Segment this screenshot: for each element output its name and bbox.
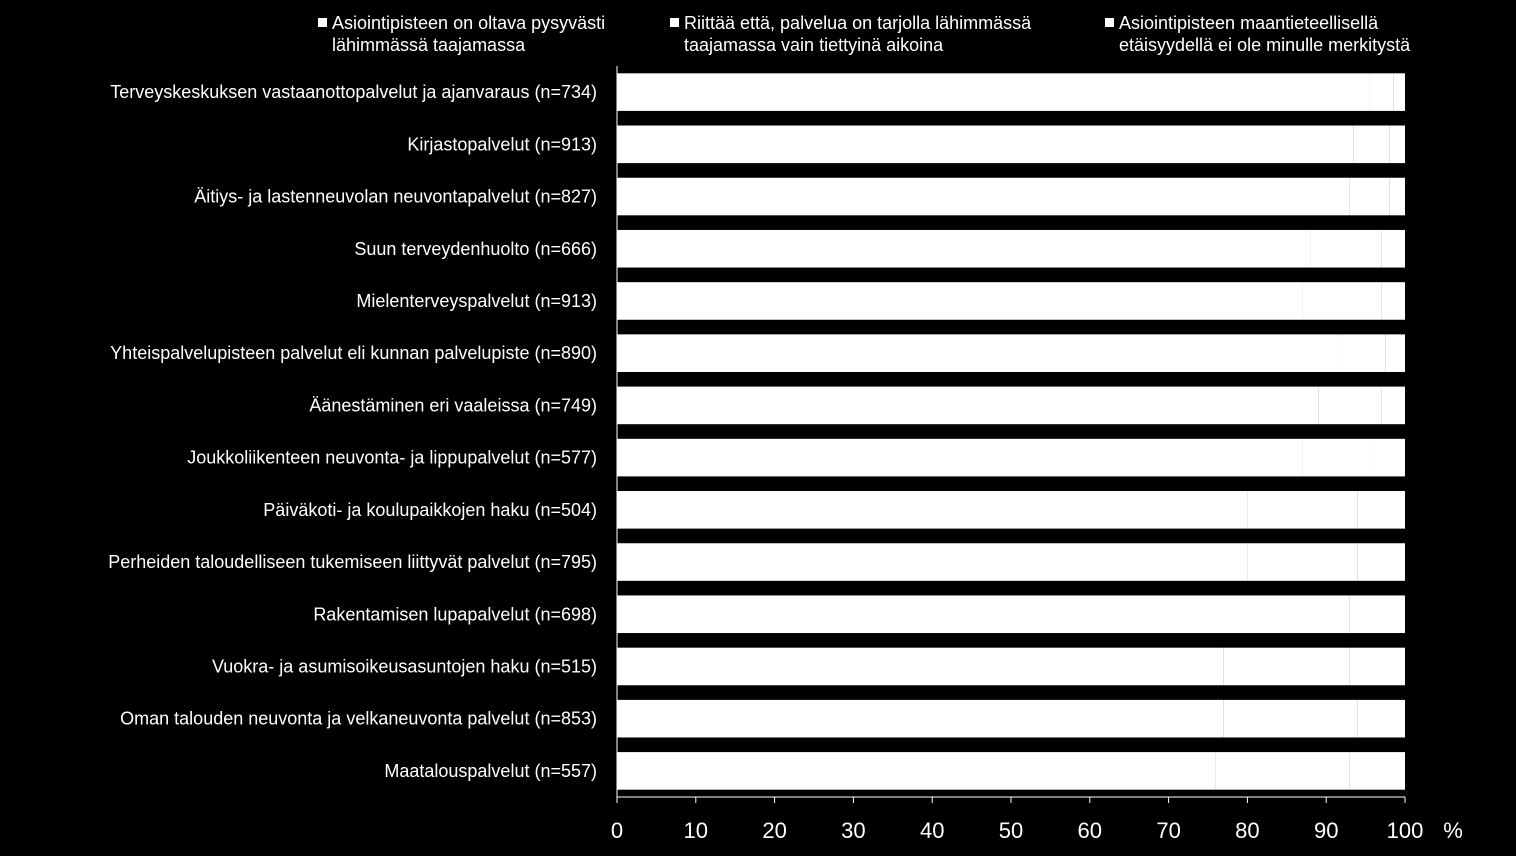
legend-label-1: Asiointipisteen on oltava pysyvästi lähimmässä taajamassa (332, 13, 606, 55)
bar-14-series-3 (1350, 752, 1405, 790)
bar-6-series-2 (1338, 334, 1385, 372)
x-tick-label-10: 90 (1313, 818, 1339, 843)
category-label-3: Äitiys- ja lastenneuvolan neuvontapalvelut (n=827) (194, 186, 597, 207)
bar-1-series-3 (1393, 73, 1405, 111)
category-label-14: Maatalouspalvelut (n=557) (384, 760, 597, 781)
bar-1-series-1 (617, 73, 1370, 111)
bar-8-series-3 (1373, 439, 1405, 477)
x-tick-label-1: 0 (610, 818, 624, 843)
bar-6-series-1 (617, 334, 1338, 372)
legend-label-3: Asiointipisteen maantieteellisellä etäisyydellä ei ole minulle merkitystä (1119, 13, 1411, 55)
category-label-6: Yhteispalvelupisteen palvelut eli kunnan palvelupiste (n=890) (110, 343, 597, 364)
bar-12-series-1 (617, 648, 1224, 686)
x-tick-label-8: 70 (1156, 818, 1181, 843)
bar-7-series-2 (1318, 387, 1381, 425)
category-label-4: Suun terveydenhuolto (n=666) (354, 238, 597, 259)
bar-13-series-2 (1224, 700, 1358, 738)
bar-10-series-1 (617, 543, 1247, 581)
x-tick-label-5: 40 (919, 818, 945, 843)
category-label-12: Vuokra- ja asumisoikeusasuntojen haku (n=515) (211, 656, 597, 677)
category-label-5: Mielenterveyspalvelut (n=913) (356, 290, 597, 311)
bar-1-series-2 (1370, 73, 1394, 111)
category-label-8: Joukkoliikenteen neuvonta- ja lippupalvelut (n=577) (187, 447, 597, 468)
bar-7-series-3 (1381, 387, 1405, 425)
bar-14-series-1 (617, 752, 1216, 790)
bar-13-series-1 (617, 700, 1224, 738)
category-label-11: Rakentamisen lupapalvelut (n=698) (313, 604, 597, 625)
x-tick-label-4: 30 (841, 818, 866, 843)
legend-label-2: Riittää että, palvelua on tarjolla lähimmässä taajamassa vain tiettyinä aikoina (684, 13, 1032, 55)
x-tick-label-11: 100 (1386, 818, 1424, 843)
category-label-1: Terveyskeskuksen vastaanottopalvelut ja ajanvaraus (n=734) (110, 82, 597, 103)
bar-6-series-3 (1385, 334, 1405, 372)
category-label-10: Perheiden taloudelliseen tukemiseen liittyvät palvelut (n=795) (108, 552, 597, 573)
category-label-7: Äänestäminen eri vaaleissa (n=749) (309, 395, 597, 416)
bar-14-series-2 (1216, 752, 1350, 790)
bar-11-series-1 (617, 595, 1208, 633)
bar-3-series-2 (1350, 178, 1389, 216)
x-tick-label-3: 20 (762, 818, 787, 843)
bar-12-series-3 (1350, 648, 1405, 686)
bar-2-series-1 (617, 126, 1354, 164)
bar-2-series-3 (1389, 126, 1405, 164)
bar-13-series-3 (1358, 700, 1405, 738)
bar-12-series-2 (1224, 648, 1350, 686)
bar-5-series-2 (1303, 282, 1382, 320)
bar-9-series-2 (1247, 491, 1357, 529)
x-tick-label-2: 10 (683, 818, 709, 843)
bar-3-series-1 (617, 178, 1350, 216)
bar-4-series-3 (1381, 230, 1405, 268)
category-label-2: Kirjastopalvelut (n=913) (407, 134, 597, 155)
bar-11-series-3 (1350, 595, 1405, 633)
category-label-9: Päiväkoti- ja koulupaikkojen haku (n=504) (263, 499, 597, 520)
bar-5-series-1 (617, 282, 1303, 320)
bar-8-series-1 (617, 439, 1303, 477)
bar-10-series-2 (1247, 543, 1357, 581)
x-axis-unit: % (1443, 818, 1463, 843)
bar-3-series-3 (1389, 178, 1405, 216)
bar-10-series-3 (1358, 543, 1405, 581)
x-tick-label-9: 80 (1235, 818, 1260, 843)
bar-9-series-1 (617, 491, 1247, 529)
x-tick-label-6: 50 (998, 818, 1024, 843)
category-label-13: Oman talouden neuvonta ja velkaneuvonta palvelut (n=853) (120, 708, 597, 729)
bar-7-series-1 (617, 387, 1318, 425)
x-tick-label-7: 60 (1077, 818, 1103, 843)
bar-5-series-3 (1381, 282, 1405, 320)
bar-9-series-3 (1358, 491, 1405, 529)
bar-8-series-2 (1303, 439, 1374, 477)
bar-2-series-2 (1354, 126, 1389, 164)
bar-4-series-1 (617, 230, 1310, 268)
bar-4-series-2 (1310, 230, 1381, 268)
bar-11-series-2 (1208, 595, 1350, 633)
